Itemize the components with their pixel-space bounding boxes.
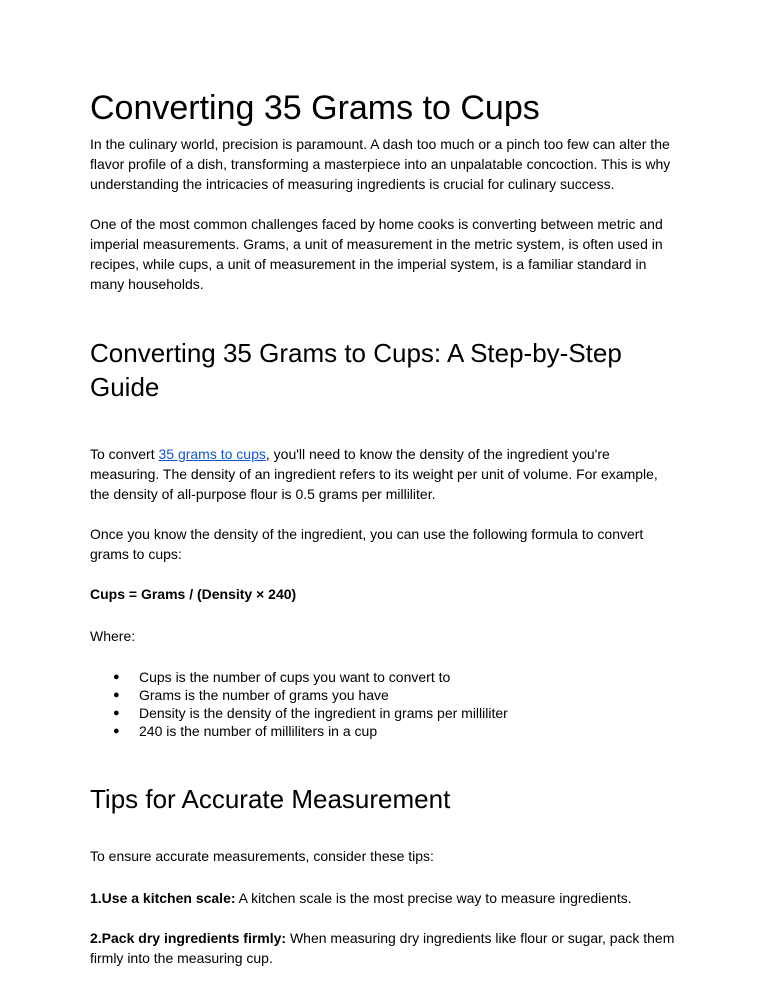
- guide-paragraph-1-end: , you'll need to know the density of the ingredient you're measuring. The density of an ingredient refers to its weight per unit of volume. For example, the density of all-purpose flour is 0.5 grams per milliliter.: [90, 446, 658, 502]
- list-item-text: 240 is the number of milliliters in a cup: [139, 723, 378, 739]
- intro-paragraph-2: One of the most common challenges faced by home cooks is converting between metric and imperial measurements. Grams, a unit of measurement in the metric system, is often used in recipes, while cups, a unit of measurement in the imperial system, is a familiar standard in many households.: [90, 216, 663, 292]
- tips-heading: Tips for Accurate Measurement: [90, 784, 451, 814]
- guide-paragraph-1-start: To convert: [90, 446, 159, 462]
- tip-text: When measuring dry ingredients like flour or sugar, pack them firmly into the measuring cup.: [90, 930, 675, 966]
- bullet-icon: ●: [113, 671, 120, 683]
- guide-paragraph-2: Once you know the density of the ingredient, you can use the following formula to convert grams to cups:: [90, 526, 644, 562]
- bullet-icon: ●: [113, 689, 120, 701]
- tip-item-2: [90, 928, 678, 968]
- formula-variables-list: [90, 668, 678, 740]
- grams-to-cups-link[interactable]: 35 grams to cups: [158, 446, 266, 462]
- bullet-icon: ●: [113, 725, 120, 737]
- tip-label: 2.Pack dry ingredients firmly:: [90, 930, 287, 946]
- guide-paragraph-1: [90, 444, 678, 504]
- list-item: [90, 686, 678, 704]
- list-item-text: Cups is the number of cups you want to convert to: [139, 669, 451, 685]
- page-title: Converting 35 Grams to Cups: [90, 89, 540, 127]
- list-item-text: Grams is the number of grams you have: [139, 687, 389, 703]
- list-item: [90, 704, 678, 722]
- bullet-icon: ●: [113, 707, 120, 719]
- guide-heading: Converting 35 Grams to Cups: A Step-by-Step Guide: [90, 338, 622, 402]
- list-item-text: Density is the density of the ingredient in grams per milliliter: [139, 705, 508, 721]
- tip-label: 1.Use a kitchen scale:: [90, 890, 236, 906]
- list-item: [90, 722, 678, 740]
- formula: Cups = Grams / (Density × 240): [90, 586, 297, 602]
- tip-item-1: [90, 888, 678, 908]
- tips-intro: To ensure accurate measurements, consider these tips:: [90, 848, 434, 864]
- tip-text: A kitchen scale is the most precise way to measure ingredients.: [235, 890, 632, 906]
- where-label: Where:: [90, 628, 136, 644]
- intro-paragraph-1: In the culinary world, precision is paramount. A dash too much or a pinch too few can alter the flavor profile of a dish, transforming a masterpiece into an unpalatable concoction. This is why understanding the intricacies of measuring ingredients is crucial for culinary success.: [90, 136, 671, 192]
- list-item: [90, 668, 678, 686]
